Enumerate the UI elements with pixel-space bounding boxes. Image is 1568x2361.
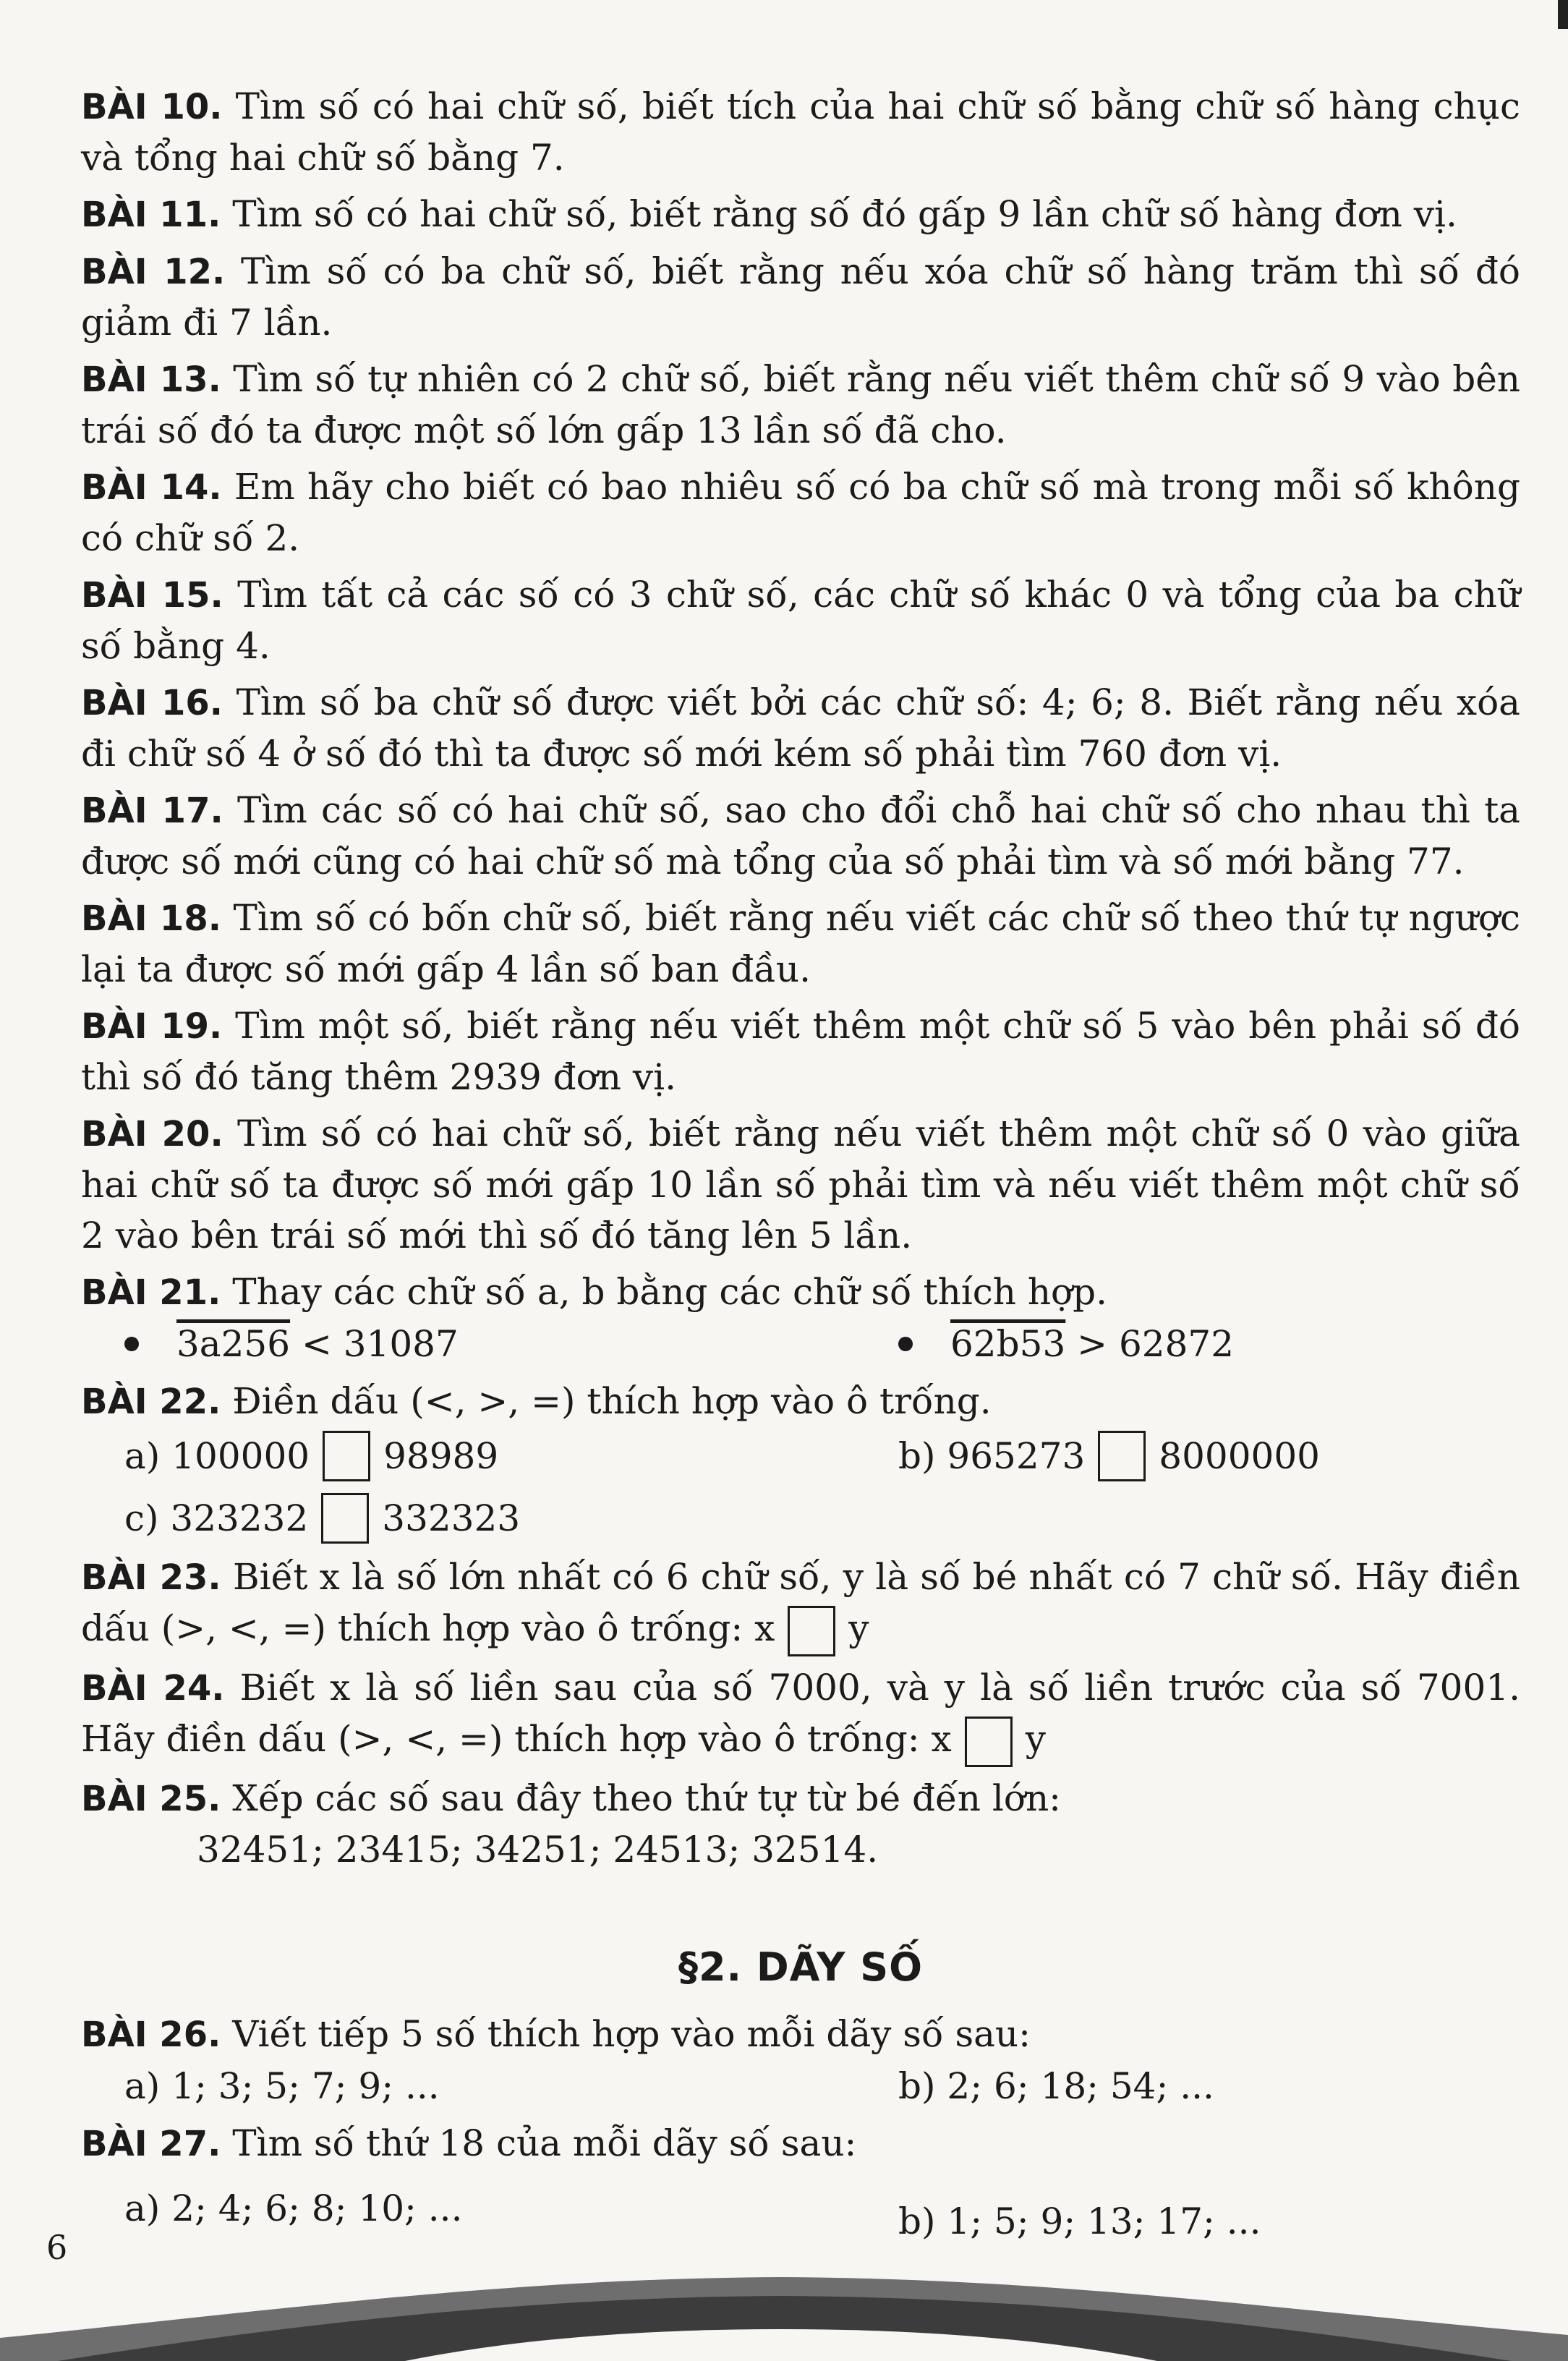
- exercise-15: [81, 569, 1520, 671]
- exercise-number: BÀI 15.: [81, 575, 223, 616]
- exercise-11: [81, 189, 1520, 240]
- answer-box[interactable]: [321, 1493, 369, 1544]
- exercise-22-item-a: [81, 1430, 898, 1482]
- exercise-26: [81, 2009, 1520, 2060]
- exercise-text: Biết x là số liền sau của số 7000, và y là số liền trước của số 7001. Hãy điền dấu (>, <, =) thích hợp vào ô trống: x: [81, 1667, 1520, 1760]
- section-title: §2. DÃY SỐ: [678, 1944, 924, 1990]
- exercise-text: Tìm số có bốn chữ số, biết rằng nếu viết các chữ số theo thứ tự ngược lại ta được số mới gấp 4 lần số ban đầu.: [81, 897, 1520, 990]
- exercise-12: [81, 246, 1520, 348]
- exercise-number: BÀI 20.: [81, 1114, 223, 1154]
- exercise-text: Tìm tất cả các số có 3 chữ số, các chữ số khác 0 và tổng của ba chữ số bằng 4.: [81, 574, 1520, 667]
- exercise-text: Xếp các số sau đây theo thứ tự từ bé đến lớn:: [232, 1777, 1062, 1819]
- exercise-22-row-c: [81, 1492, 1520, 1544]
- exercise-number: BÀI 23.: [81, 1557, 221, 1598]
- bullet-icon: [898, 1337, 913, 1351]
- exercise-21-items: [81, 1318, 1520, 1370]
- exercise-number: BÀI 19.: [81, 1006, 223, 1047]
- answer-box[interactable]: [323, 1431, 370, 1481]
- answer-box[interactable]: [788, 1606, 835, 1656]
- exercise-number: BÀI 21.: [81, 1272, 221, 1313]
- exercise-number: BÀI 11.: [81, 195, 221, 235]
- exercise-number: BÀI 12.: [81, 252, 226, 292]
- exercise-27-item-b: b) 1; 5; 9; 13; 17; ...: [898, 2200, 1261, 2242]
- exercise-22-item-c: [81, 1492, 898, 1544]
- exercise-number: BÀI 24.: [81, 1668, 225, 1709]
- exercise-21-item-left: [81, 1318, 898, 1370]
- exercise-24: [81, 1662, 1520, 1767]
- exercise-10: [81, 81, 1520, 183]
- exercise-text: Tìm số có hai chữ số, biết rằng nếu viết thêm một chữ số 0 vào giữa hai chữ số ta được số mới gấp 10 lần số phải tìm và nếu viết thêm một chữ số 2 vào bên trái số mới thì số đó tăng lên 5 lần.: [81, 1113, 1520, 1256]
- exercise-text: Viết tiếp 5 số thích hợp vào mỗi dãy số sau:: [232, 2013, 1031, 2055]
- exercise-26-item-a: a) 1; 3; 5; 7; 9; ...: [124, 2065, 440, 2107]
- exercise-27-item-a: a) 2; 4; 6; 8; 10; ...: [124, 2187, 463, 2229]
- exercise-22-item-b: [898, 1430, 1320, 1482]
- exercise-number: BÀI 27.: [81, 2124, 221, 2164]
- overlined-number: 62b53: [950, 1323, 1066, 1365]
- exercise-22: [81, 1376, 1520, 1427]
- exercise-number: BÀI 10.: [81, 87, 223, 127]
- item-value: 98989: [383, 1435, 499, 1477]
- exercise-text: Em hãy cho biết có bao nhiêu số có ba chữ số mà trong mỗi số không có chữ số 2.: [81, 466, 1520, 559]
- exercise-text: Tìm số thứ 18 của mỗi dãy số sau:: [232, 2122, 857, 2164]
- page-edge-mark: [1558, 0, 1568, 29]
- exercise-21-item-right: [898, 1318, 1234, 1370]
- exercise-19: [81, 1000, 1520, 1102]
- exercise-number: BÀI 25.: [81, 1779, 221, 1819]
- exercise-text: Tìm số tự nhiên có 2 chữ số, biết rằng nếu viết thêm chữ số 9 vào bên trái số đó ta được một số lớn gấp 13 lần số đã cho.: [81, 358, 1520, 451]
- exercise-27: [81, 2118, 1520, 2169]
- exercise-number: BÀI 13.: [81, 360, 221, 400]
- exercise-text: Thay các chữ số a, b bằng các chữ số thích hợp.: [232, 1271, 1108, 1313]
- answer-box[interactable]: [965, 1716, 1013, 1767]
- overlined-number: 3a256: [176, 1323, 291, 1365]
- exercise-number: BÀI 18.: [81, 898, 221, 939]
- exercise-26-items: [81, 2060, 1520, 2112]
- bottom-decoration: [0, 2271, 1568, 2361]
- variable-y: y: [848, 1607, 869, 1649]
- exercise-13: [81, 354, 1520, 456]
- exercise-text: Tìm các số có hai chữ số, sao cho đổi chỗ hai chữ số cho nhau thì ta được số mới cũng có hai chữ số mà tổng của số phải tìm và số mới bằng 77.: [81, 789, 1520, 882]
- exercise-25: [81, 1773, 1520, 1824]
- exercise-number: BÀI 17.: [81, 791, 223, 831]
- exercise-text: Tìm số có ba chữ số, biết rằng nếu xóa chữ số hàng trăm thì số đó giảm đi 7 lần.: [81, 250, 1520, 344]
- item-label: a) 100000: [124, 1435, 310, 1477]
- item-value: 332323: [382, 1497, 521, 1539]
- exercise-text: Biết x là số lớn nhất có 6 chữ số, y là số bé nhất có 7 chữ số. Hãy điền dấu (>, <, =) thích hợp vào ô trống: x: [81, 1556, 1520, 1649]
- exercise-text: Tìm số ba chữ số được viết bởi các chữ số: 4; 6; 8. Biết rằng nếu xóa đi chữ số 4 ở số đó thì ta được số mới kém số phải tìm 760 đơn vị.: [81, 681, 1520, 775]
- exercise-26-item-b: b) 2; 6; 18; 54; ...: [898, 2065, 1214, 2107]
- exercise-21: [81, 1267, 1520, 1318]
- item-label: c) 323232: [124, 1497, 309, 1539]
- exercise-18: [81, 893, 1520, 995]
- exercise-number: BÀI 26.: [81, 2015, 221, 2055]
- exercise-number: BÀI 14.: [81, 467, 222, 508]
- item-label: b) 965273: [898, 1435, 1086, 1477]
- exercise-23: [81, 1552, 1520, 1656]
- page-content: [81, 81, 1520, 2247]
- exercise-text: Tìm một số, biết rằng nếu viết thêm một chữ số 5 vào bên phải số đó thì số đó tăng thêm 2939 đơn vị.: [81, 1005, 1520, 1098]
- exercise-text: Tìm số có hai chữ số, biết tích của hai chữ số bằng chữ số hàng chục và tổng hai chữ số bằng 7.: [81, 85, 1520, 179]
- exercise-16: [81, 677, 1520, 779]
- answer-box[interactable]: [1098, 1431, 1146, 1481]
- exercise-text: Điền dấu (<, >, =) thích hợp vào ô trống.: [232, 1380, 992, 1422]
- inequality-text: < 31087: [290, 1323, 459, 1365]
- exercise-27-items: [81, 2169, 1520, 2247]
- exercise-25-numbers: 32451; 23415; 34251; 24513; 32514.: [197, 1829, 879, 1871]
- variable-y: y: [1025, 1718, 1046, 1760]
- exercise-20: [81, 1108, 1520, 1261]
- exercise-number: BÀI 16.: [81, 683, 223, 723]
- page-number: 6: [46, 2228, 68, 2267]
- bullet-icon: [124, 1337, 139, 1351]
- inequality-text: > 62872: [1065, 1323, 1235, 1365]
- item-value: 8000000: [1159, 1435, 1320, 1477]
- exercise-text: Tìm số có hai chữ số, biết rằng số đó gấp 9 lần chữ số hàng đơn vị.: [232, 193, 1457, 235]
- exercise-22-row-ab: [81, 1430, 1520, 1482]
- exercise-number: BÀI 22.: [81, 1382, 221, 1422]
- exercise-17: [81, 785, 1520, 887]
- exercise-14: [81, 461, 1520, 563]
